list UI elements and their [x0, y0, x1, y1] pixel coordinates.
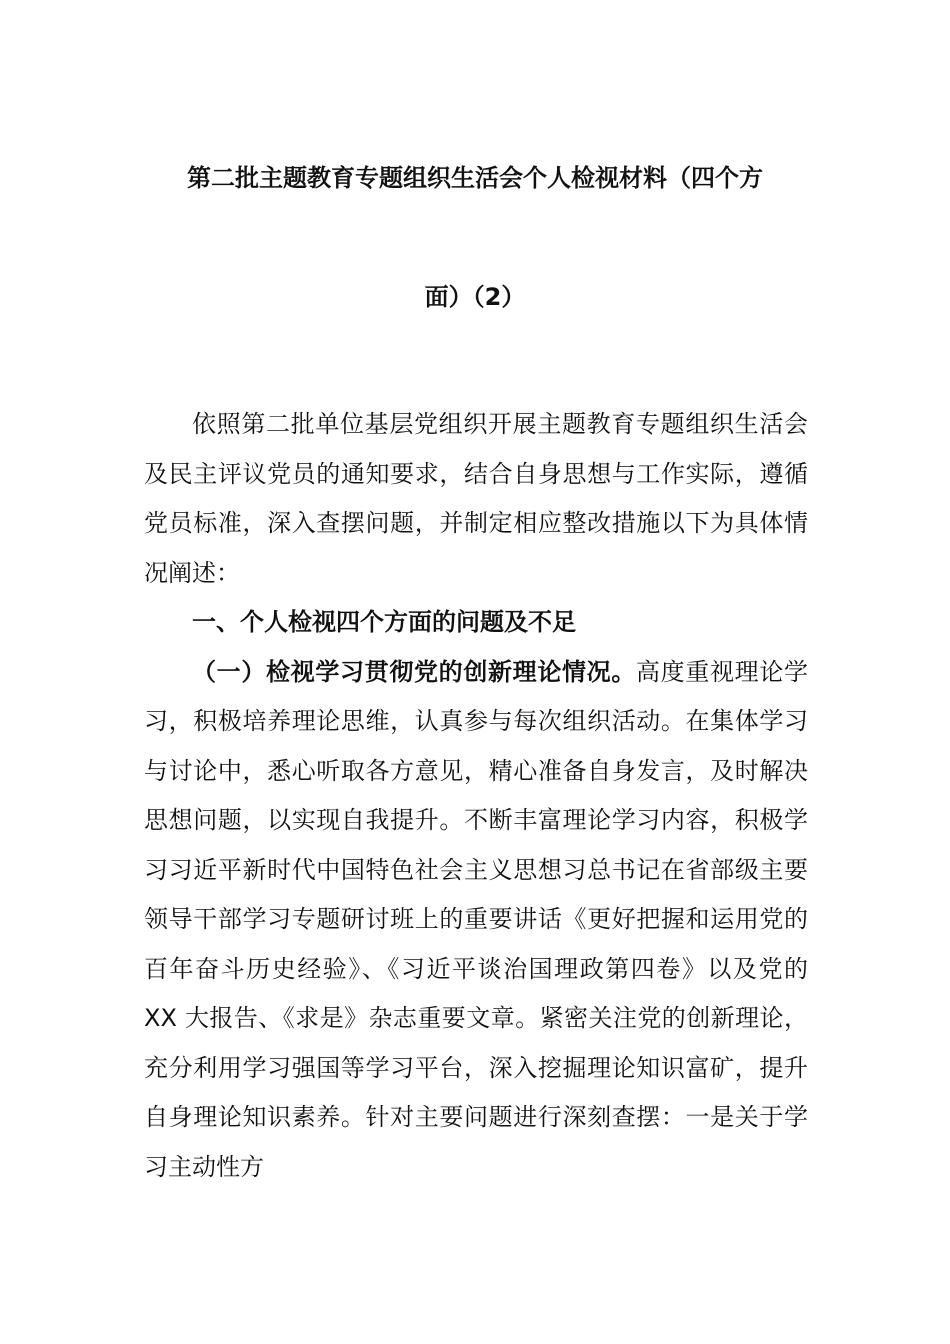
- document-title-line-2: 面）（2）: [424, 283, 526, 311]
- intro-block: [144, 400, 808, 598]
- subsection-paragraph: [144, 648, 808, 1193]
- section-block: [144, 598, 808, 1192]
- document-title-line-1: 第二批主题教育专题组织生活会个人检视材料（四个方: [187, 164, 763, 192]
- subsection-lead: （一）检视学习贯彻党的创新理论情况。: [192, 657, 636, 686]
- section-heading: 一、个人检视四个方面的问题及不足: [192, 608, 576, 636]
- subsection-body: 高度重视理论学习，积极培养理论思维，认真参与每次组织活动。在集体学习与讨论中，悉心听取各方意见，精心准备自身发言，及时解决思想问题，以实现自我提升。不断丰富理论学习内容，积极学习习近平新时代中国特色社会主义思想习总书记在省部级主要领导干部学习专题研讨班上的重要讲话《更好把握和运用党的百年奋斗历史经验》、《习近平谈治国理政第四卷》以及党的 XX 大报告、《求是》杂志重要文章。紧密关注党的创新理论，充分利用学习强国等学习平台，深入挖掘理论知识富矿，提升自身理论知识素养。针对主要问题进行深刻查摆：一是关于学习主动性方: [144, 657, 808, 1181]
- intro-paragraph: 依照第二批单位基层党组织开展主题教育专题组织生活会及民主评议党员的通知要求，结合自身思想与工作实际，遵循党员标准，深入查摆问题，并制定相应整改措施以下为具体情况阐述：: [144, 410, 808, 587]
